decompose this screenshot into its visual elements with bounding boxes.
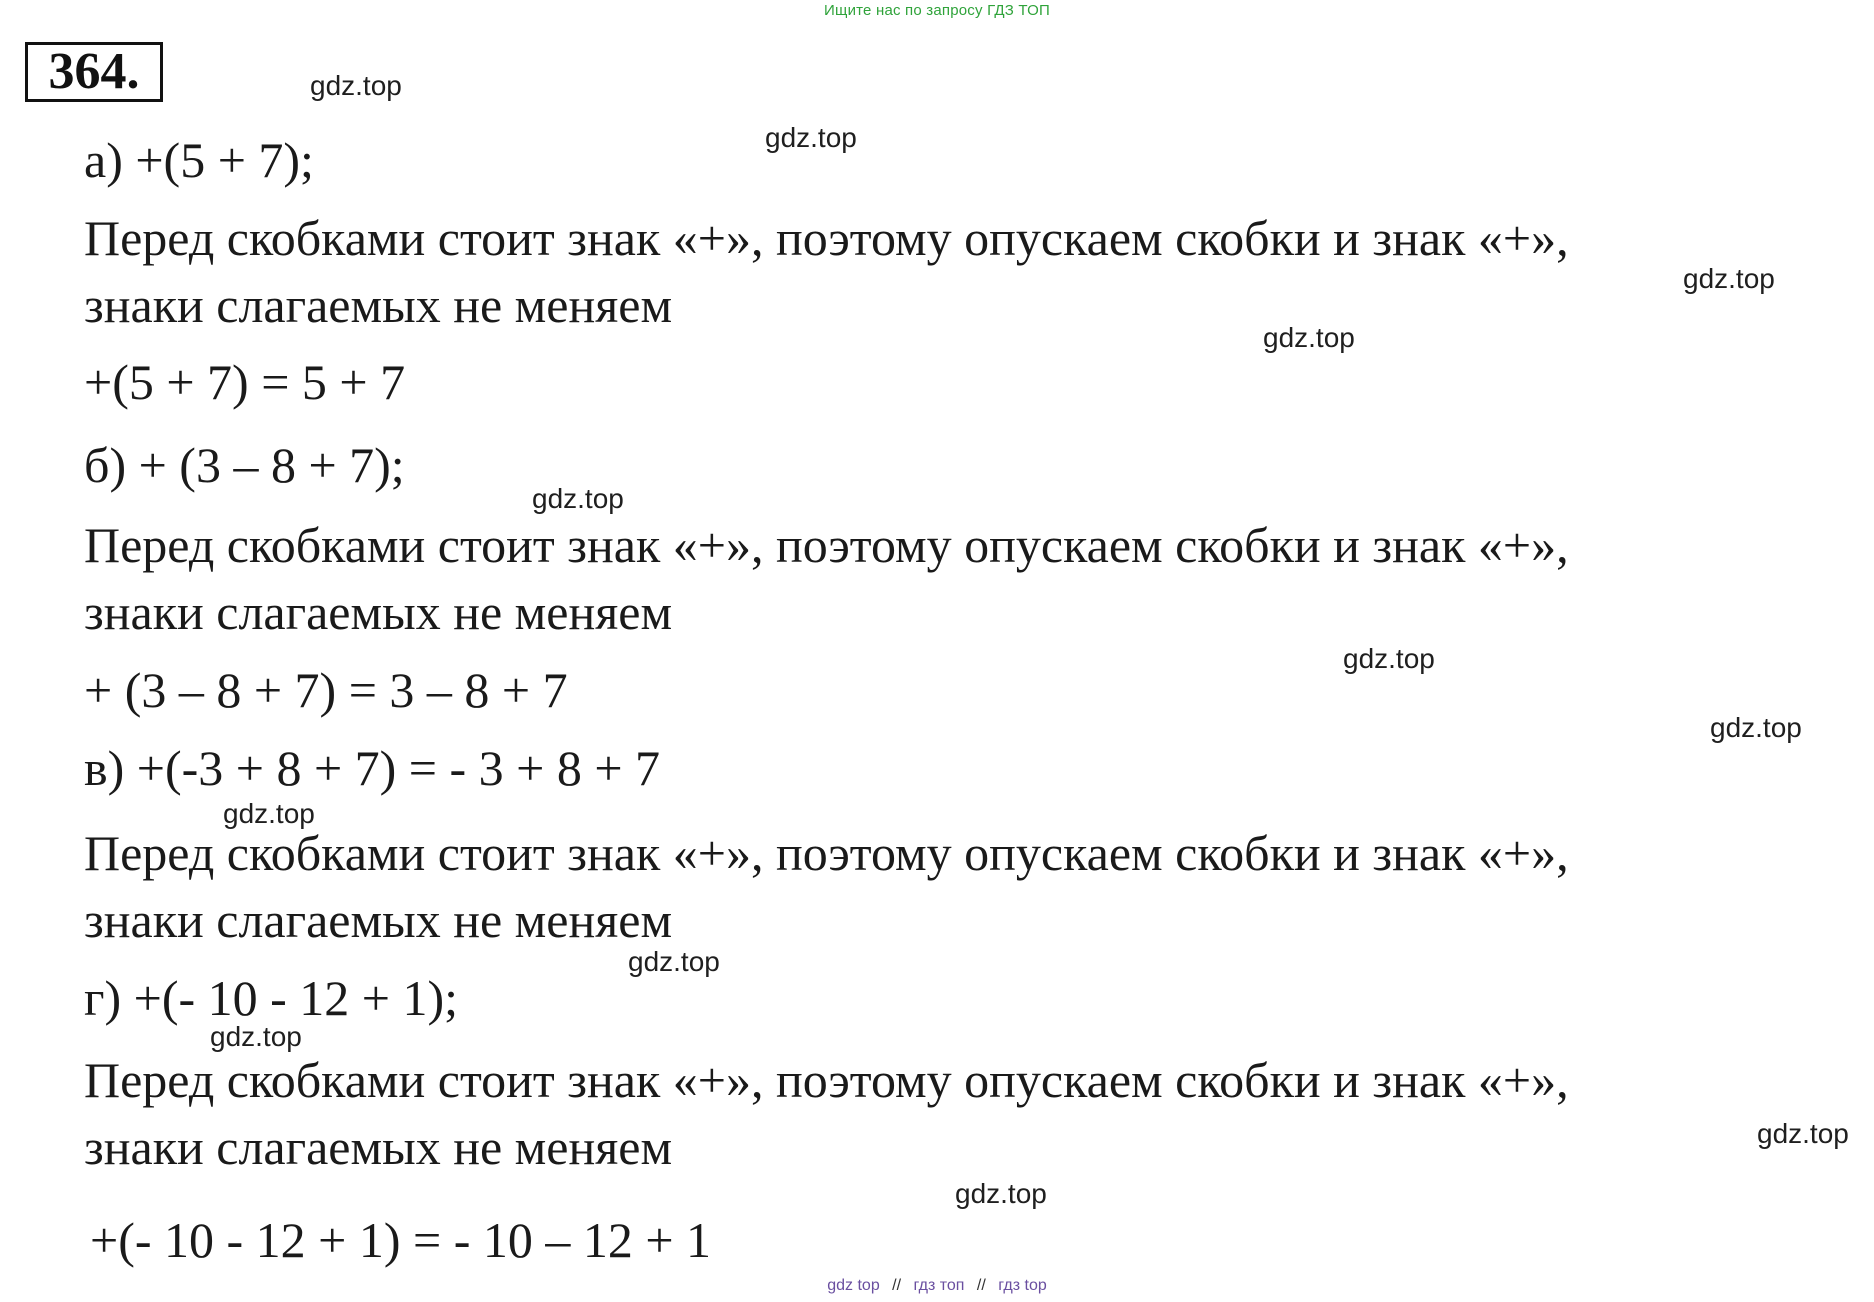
watermark: gdz.top bbox=[1757, 1118, 1849, 1149]
item-a-explanation-line1: Перед скобками стоит знак «+», поэтому опускаем скобки и знак «+», bbox=[84, 210, 1569, 266]
item-a-result: +(5 + 7) = 5 + 7 bbox=[84, 354, 406, 410]
item-g-explanation-line1: Перед скобками стоит знак «+», поэтому опускаем скобки и знак «+», bbox=[84, 1052, 1569, 1108]
footer-link-gdz-top-ru[interactable]: гдз топ bbox=[913, 1277, 965, 1294]
item-a-expression: а) +(5 + 7); bbox=[84, 132, 314, 188]
footer-links bbox=[0, 1277, 1874, 1295]
watermark: gdz.top bbox=[1683, 263, 1775, 294]
watermark: gdz.top bbox=[628, 946, 720, 977]
footer-separator: // bbox=[976, 1277, 986, 1294]
watermark: gdz.top bbox=[1710, 712, 1802, 743]
watermark: gdz.top bbox=[1343, 643, 1435, 674]
watermark: gdz.top bbox=[210, 1021, 302, 1052]
item-g-explanation-line2: знаки слагаемых не меняем bbox=[84, 1119, 673, 1175]
watermark: gdz.top bbox=[310, 70, 402, 101]
item-g-expression: г) +(- 10 - 12 + 1); bbox=[84, 970, 459, 1026]
item-v-explanation-line2: знаки слагаемых не меняем bbox=[84, 892, 673, 948]
footer-link-gdz-top-mixed[interactable]: гдз top bbox=[998, 1277, 1047, 1294]
item-b-explanation-line2: знаки слагаемых не меняем bbox=[84, 584, 673, 640]
item-v-expression: в) +(-3 + 8 + 7) = - 3 + 8 + 7 bbox=[84, 740, 661, 796]
watermark: gdz.top bbox=[765, 122, 857, 153]
watermark: gdz.top bbox=[955, 1178, 1047, 1209]
watermark: gdz.top bbox=[1263, 322, 1355, 353]
footer-separator: // bbox=[892, 1277, 902, 1294]
task-number-box: 364. bbox=[25, 42, 163, 102]
item-b-result: + (3 – 8 + 7) = 3 – 8 + 7 bbox=[84, 662, 568, 718]
footer-link-gdz-top[interactable]: gdz top bbox=[827, 1277, 880, 1294]
item-b-expression: б) + (3 – 8 + 7); bbox=[84, 437, 405, 493]
watermark: gdz.top bbox=[223, 798, 315, 829]
item-v-explanation-line1: Перед скобками стоит знак «+», поэтому опускаем скобки и знак «+», bbox=[84, 825, 1569, 881]
item-g-result: +(- 10 - 12 + 1) = - 10 – 12 + 1 bbox=[90, 1212, 712, 1268]
top-banner: Ищите нас по запросу ГДЗ ТОП bbox=[824, 2, 1050, 19]
watermark: gdz.top bbox=[532, 483, 624, 514]
item-a-explanation-line2: знаки слагаемых не меняем bbox=[84, 277, 673, 333]
item-b-explanation-line1: Перед скобками стоит знак «+», поэтому опускаем скобки и знак «+», bbox=[84, 517, 1569, 573]
